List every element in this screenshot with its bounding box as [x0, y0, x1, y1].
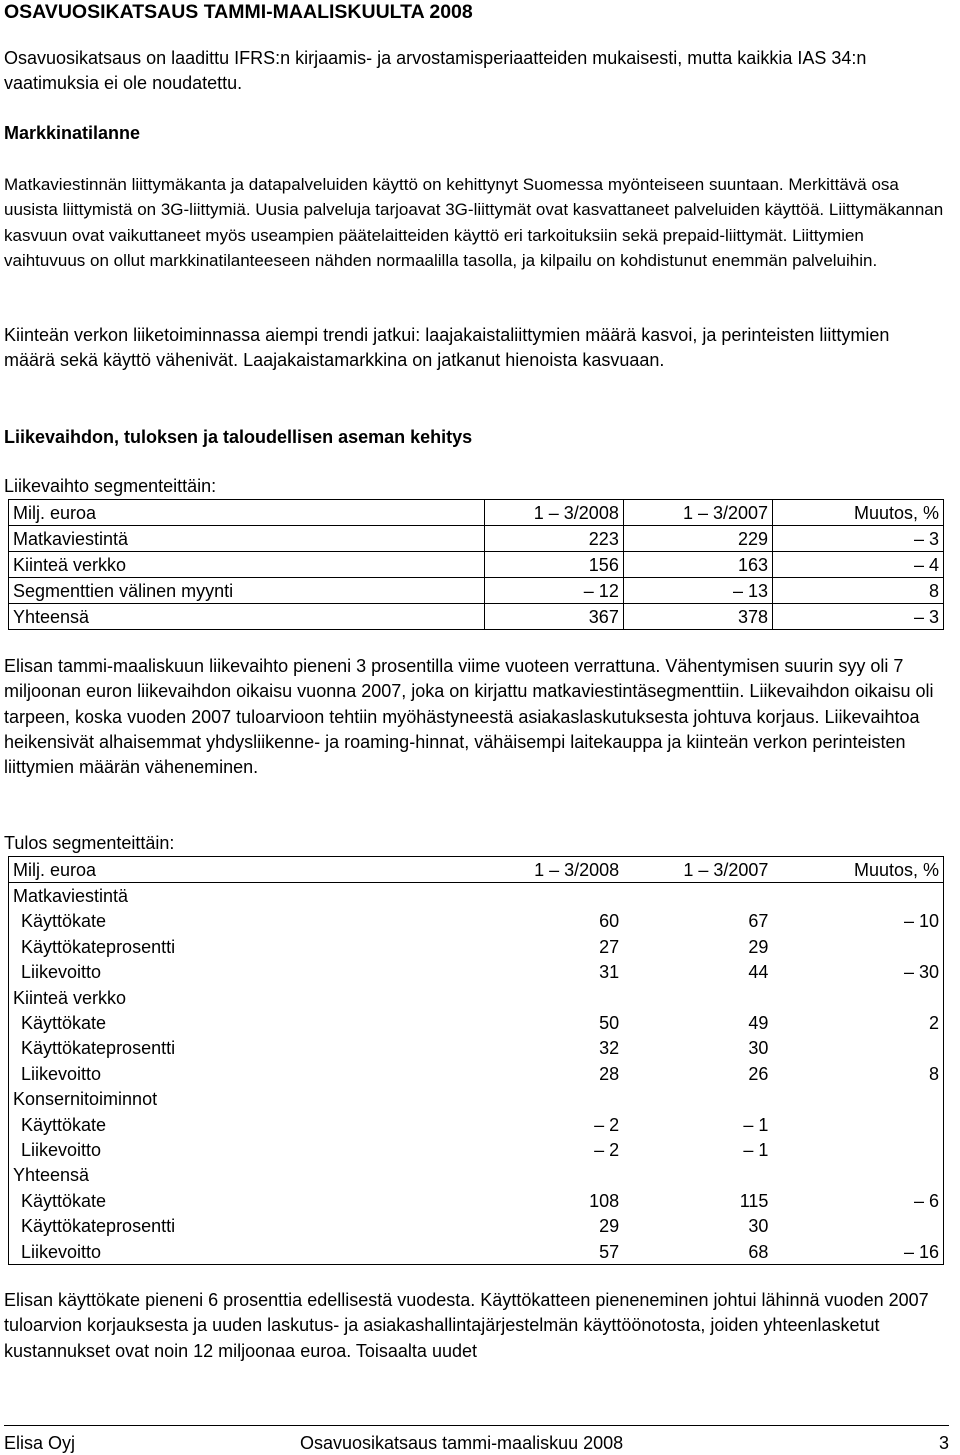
result-row-2008 — [484, 1163, 623, 1188]
revenue-row-2007: 378 — [623, 604, 772, 630]
footer-page-number: 3 — [938, 1433, 949, 1453]
footer-company: Elisa Oyj — [4, 1433, 76, 1453]
result-row-label: Matkaviestintä — [13, 886, 129, 907]
result-table-caption: Tulos segmenteittäin: — [4, 833, 175, 853]
result-row-change: – 30 — [903, 962, 939, 983]
table-group-row — [9, 985, 944, 1010]
footer-report-title: Osavuosikatsaus tammi-maaliskuu 2008 — [300, 1433, 624, 1453]
result-row-2007: – 1 — [743, 1139, 769, 1160]
result-row-label: Käyttökate — [21, 1013, 107, 1034]
table-row — [9, 552, 944, 578]
result-row-2008: 29 — [599, 1216, 620, 1237]
revenue-table-header-row — [9, 500, 944, 526]
development-heading: Liikevaihdon, tuloksen ja taloudellisen aseman kehitys — [4, 427, 473, 447]
table-row — [9, 1061, 944, 1086]
revenue-header-2008: 1 – 3/2008 — [484, 500, 623, 526]
revenue-row-change: – 3 — [773, 526, 944, 552]
revenue-row-2007: 229 — [623, 526, 772, 552]
table-row — [9, 909, 944, 934]
result-row-change: – 6 — [913, 1190, 939, 1211]
result-header-label: Milj. euroa — [9, 857, 484, 883]
revenue-row-change: – 3 — [773, 604, 944, 630]
result-row-2008: 60 — [599, 911, 620, 932]
result-row-2007 — [623, 985, 772, 1010]
result-row-2008: 31 — [599, 962, 620, 983]
result-row-change — [772, 985, 943, 1010]
result-row-label: Liikevoitto — [21, 1063, 102, 1084]
table-row — [9, 1239, 944, 1265]
revenue-row-label: Segmenttien välinen myynti — [9, 578, 485, 604]
revenue-row-2008: 156 — [484, 552, 623, 578]
table-row — [9, 604, 944, 630]
result-row-2008: 50 — [599, 1013, 620, 1034]
revenue-header-2007: 1 – 3/2007 — [623, 500, 772, 526]
revenue-row-2007: 163 — [623, 552, 772, 578]
revenue-header-label: Milj. euroa — [9, 500, 485, 526]
result-row-2008: 108 — [589, 1190, 620, 1211]
result-row-2007 — [623, 883, 772, 909]
table-row — [9, 1137, 944, 1162]
table-row — [9, 526, 944, 552]
revenue-paragraph: Elisan tammi-maaliskuun liikevaihto pieneni 3 prosentilla viime vuoteen verrattuna. Vähentymisen suurin syy oli 7 miljoonan euron liikevaihdon oikaisu vuonna 2007, joka on kirjattu matkaviestintäsegmenttiin. Liikevaihdon oikaisu oli tarpeen, koska vuoden 2007 tuloarvioon tehtiin myöhästyneestä asiakaslaskutuksesta johtuva korjaus. Liikevaihtoa heikensivät alhaisemmat yhdysliikenne- ja roaming-hinnat, vähäisempi laitekauppa ja kiinteän verkon perinteisten liittymien määrän väheneminen. — [4, 656, 934, 778]
result-row-2007: 49 — [748, 1013, 769, 1034]
result-table — [8, 856, 944, 1265]
result-paragraph: Elisan käyttökate pieneni 6 prosenttia edellisestä vuodesta. Käyttökatteen pieneneminen johtui lähinnä vuoden 2007 tuloarvion korjauksesta ja uuden laskutus- ja asiakashallintajärjestelmän käyttöönotosta, joiden yhteenlasketut kustannukset ovat noin 12 miljoonaa euroa. Toisaalta uudet — [4, 1290, 929, 1361]
result-row-label: Käyttökateprosentti — [21, 1038, 176, 1059]
result-table-header-row — [9, 857, 944, 883]
result-row-change: – 16 — [903, 1241, 939, 1262]
table-row — [9, 1188, 944, 1213]
revenue-row-label: Kiinteä verkko — [9, 552, 485, 578]
result-header-2007: 1 – 3/2007 — [623, 857, 772, 883]
result-row-2007: 30 — [748, 1216, 769, 1237]
result-row-2008: 27 — [599, 936, 620, 957]
result-row-change — [772, 1087, 943, 1112]
footer-divider — [4, 1425, 949, 1426]
revenue-header-change: Muutos, % — [773, 500, 944, 526]
result-row-2008: 57 — [599, 1241, 620, 1262]
table-row — [9, 1213, 944, 1238]
result-row-2007: 67 — [748, 911, 769, 932]
result-row-2008: – 2 — [594, 1139, 620, 1160]
revenue-row-2007: – 13 — [623, 578, 772, 604]
result-row-change: 8 — [928, 1063, 939, 1084]
revenue-row-2008: 223 — [484, 526, 623, 552]
table-row — [9, 934, 944, 959]
result-row-label: Liikevoitto — [21, 1139, 102, 1160]
revenue-table — [8, 499, 944, 630]
intro-paragraph: Osavuosikatsaus on laadittu IFRS:n kirjaamis- ja arvostamisperiaatteiden mukaisesti, mutta kaikkia IAS 34:n vaatimuksia ei ole noudatettu. — [4, 48, 867, 94]
result-row-change — [772, 1213, 943, 1238]
result-row-label: Kiinteä verkko — [13, 987, 127, 1008]
table-row — [9, 1010, 944, 1035]
result-row-change — [772, 1036, 943, 1061]
result-row-2007 — [623, 1087, 772, 1112]
market-paragraph-1: Matkaviestinnän liittymäkanta ja datapalveluiden käyttö on kehittynyt Suomessa myönteiseen suuntaan. Merkittävä osa uusista liittymistä on 3G-liittymiä. Uusia palveluja tarjoavat 3G-liittymät ovat kasvattaneet palveluiden käyttöä. Liittymäkannan kasvuun ovat vaikuttaneet myös useampien päätelaitteiden käyttö eri tarkoituksiin sekä prepaid-liittymät. Liittymien vaihtuvuus on ollut markkinatilanteeseen nähden normaalilla tasolla, ja kilpailu on kohdistunut enemmän palveluihin. — [4, 175, 944, 270]
market-paragraph-2: Kiinteän verkon liiketoiminnassa aiempi trendi jatkui: laajakaistaliittymien määrä kasvoi, ja perinteisten liittymien määrä sekä käyttö vähenivät. Laajakaistamarkkina on jatkanut hienoista kasvuaan. — [4, 325, 890, 371]
result-row-label: Käyttökate — [21, 911, 107, 932]
table-row — [9, 1036, 944, 1061]
table-row — [9, 960, 944, 985]
result-row-2007: 68 — [748, 1241, 769, 1262]
result-row-change — [772, 934, 943, 959]
page-footer — [4, 1432, 949, 1454]
result-row-label: Käyttökateprosentti — [21, 936, 176, 957]
result-row-change — [772, 883, 943, 909]
result-row-2008: 32 — [599, 1038, 620, 1059]
result-row-change: 2 — [928, 1013, 939, 1034]
revenue-table-body — [9, 500, 944, 630]
revenue-row-change: 8 — [773, 578, 944, 604]
result-row-change: – 10 — [903, 911, 939, 932]
result-row-2008 — [484, 985, 623, 1010]
result-table-body — [9, 857, 944, 1265]
result-row-2007: 30 — [748, 1038, 769, 1059]
revenue-row-label: Yhteensä — [9, 604, 485, 630]
result-row-change — [772, 1163, 943, 1188]
table-row — [9, 1112, 944, 1137]
market-heading: Markkinatilanne — [4, 123, 141, 143]
result-row-2008 — [484, 883, 623, 909]
result-row-2007: 115 — [739, 1190, 769, 1211]
result-row-change — [772, 1112, 943, 1137]
result-header-change: Muutos, % — [772, 857, 943, 883]
table-group-row — [9, 1087, 944, 1112]
revenue-row-2008: 367 — [484, 604, 623, 630]
result-row-label: Liikevoitto — [21, 962, 102, 983]
document-title: OSAVUOSIKATSAUS TAMMI-MAALISKUULTA 2008 — [4, 1, 473, 23]
revenue-row-2008: – 12 — [484, 578, 623, 604]
result-row-label: Konsernitoiminnot — [13, 1089, 158, 1110]
result-row-change — [772, 1137, 943, 1162]
result-row-label: Liikevoitto — [21, 1241, 102, 1262]
result-header-2008: 1 – 3/2008 — [484, 857, 623, 883]
table-group-row — [9, 883, 944, 909]
result-row-2007: – 1 — [743, 1114, 769, 1135]
revenue-row-change: – 4 — [773, 552, 944, 578]
result-row-2007: 44 — [748, 962, 769, 983]
result-row-label: Käyttökate — [21, 1114, 107, 1135]
result-row-2007 — [623, 1163, 772, 1188]
result-row-2008: 28 — [599, 1063, 620, 1084]
result-row-2008 — [484, 1087, 623, 1112]
result-row-2007: 26 — [748, 1063, 769, 1084]
result-row-2007: 29 — [748, 936, 769, 957]
revenue-row-label: Matkaviestintä — [9, 526, 485, 552]
revenue-table-caption: Liikevaihto segmenteittäin: — [4, 476, 217, 496]
table-group-row — [9, 1163, 944, 1188]
result-row-label: Yhteensä — [13, 1165, 90, 1186]
result-row-label: Käyttökateprosentti — [21, 1216, 176, 1237]
table-row — [9, 578, 944, 604]
result-row-label: Käyttökate — [21, 1190, 107, 1211]
result-row-2008: – 2 — [594, 1114, 620, 1135]
